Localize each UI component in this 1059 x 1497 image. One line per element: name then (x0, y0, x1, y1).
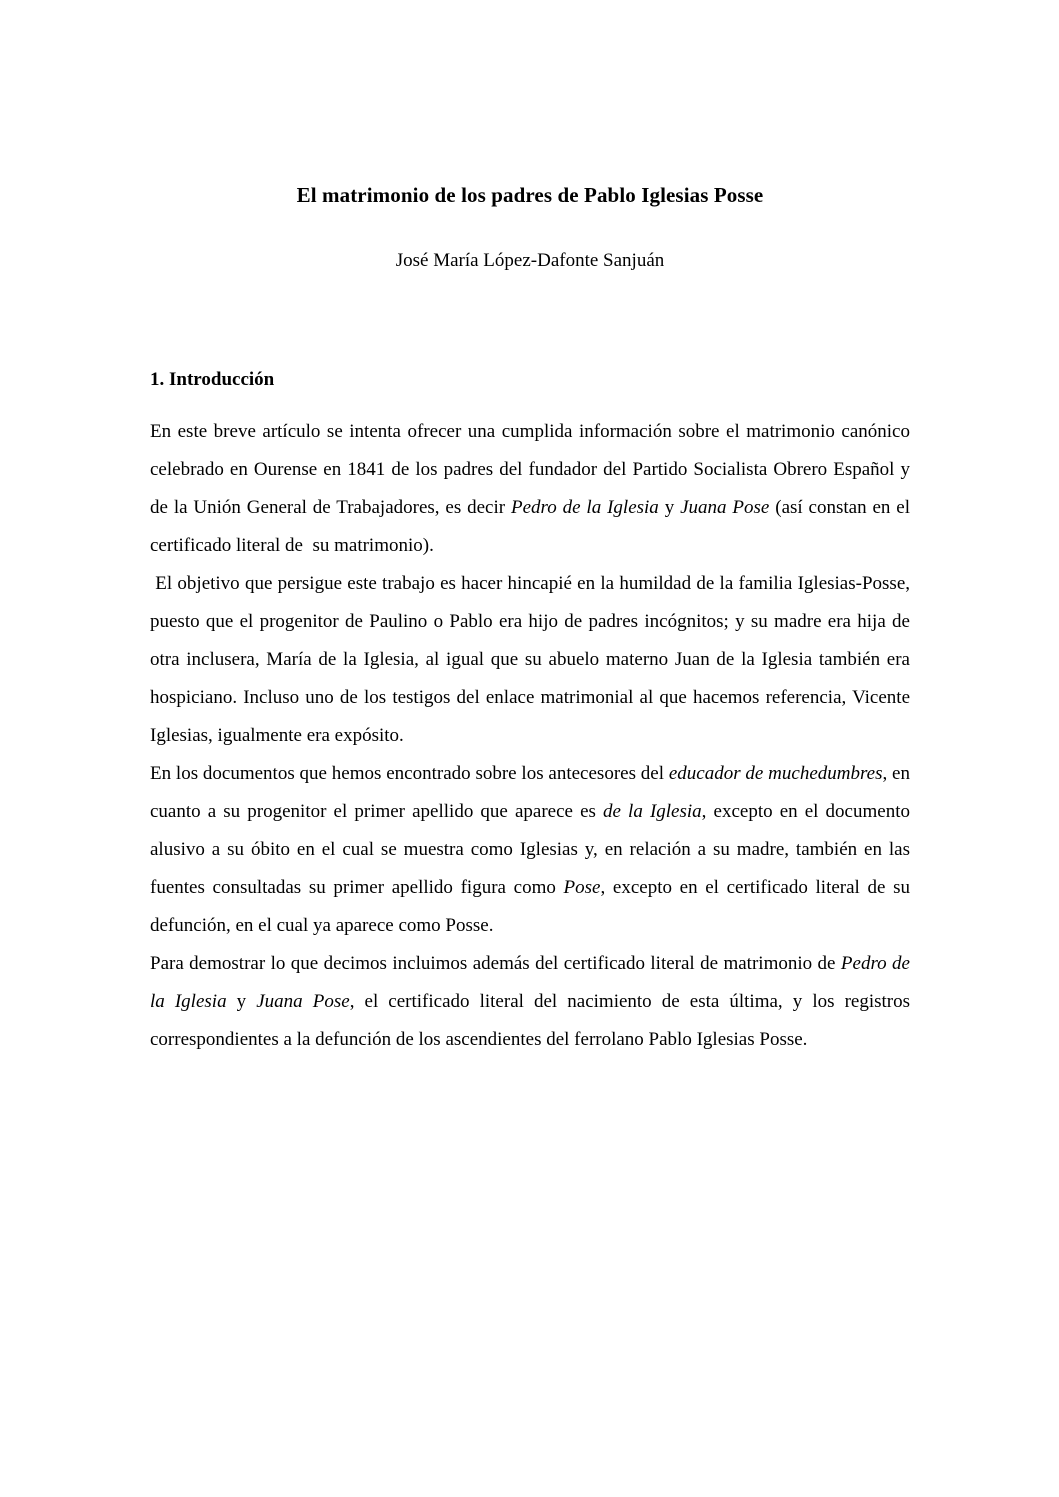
document-content-column (150, 0, 915, 1059)
text-run: y (658, 497, 681, 518)
italic-text-run: Juana Pose (256, 991, 350, 1012)
paragraph (150, 945, 915, 1059)
paragraph (150, 565, 915, 755)
text-run: (así constan en el certificado literal de su matrimonio). (150, 497, 915, 556)
text-run: En los documentos que hemos encontrado sobre los antecesores del (150, 763, 669, 784)
body-text-block (150, 393, 915, 1059)
text-run: , excepto en el documento alusivo a su óbito en el cual se muestra como Iglesias y, en relación a su madre, también en las fuentes consultadas su primer apellido figura como (150, 801, 915, 898)
italic-text-run: Juana Pose (680, 497, 770, 518)
author-byline: José María López-Dafonte Sanjuán (395, 250, 665, 271)
page-title: El matrimonio de los padres de Pablo Iglesias Posse (296, 183, 764, 207)
paragraph (150, 755, 915, 945)
italic-text-run: Pose (563, 877, 601, 898)
text-run: El objetivo que persigue este trabajo es hacer hincapié en la humildad de la familia Iglesias-Posse, puesto que el progenitor de Paulino o Pablo era hijo de padres incógnitos; y su madre era hija de otra inclusera, María de la Iglesia, al igual que su abuelo materno Juan de la Iglesia también era hospiciano. Incluso uno de los testigos del enlace matrimonial al que hacemos referencia, Vicente Iglesias, igualmente era expósito. (150, 573, 915, 746)
italic-text-run: Pedro de la Iglesia (511, 497, 659, 518)
italic-text-run: de la Iglesia (603, 801, 702, 822)
paragraph (150, 413, 915, 565)
text-run: , el certificado literal del nacimiento de esta última, y los registros correspondientes a la defunción de los ascendientes del ferrolano Pablo Iglesias Posse. (150, 991, 915, 1050)
text-run: En este breve artículo se intenta ofrecer una cumplida información sobre el matrimonio canónico celebrado en Ourense en 1841 de los padres del fundador del Partido Socialista Obrero Español y de la Unión General de Trabajadores, es decir (150, 421, 915, 518)
text-run: , excepto en el certificado literal de su defunción, en el cual ya aparece como Posse. (150, 877, 915, 936)
italic-text-run: educador de muchedumbres (668, 763, 883, 784)
italic-text-run: Pedro de la Iglesia (150, 953, 915, 1012)
text-run: y (226, 991, 257, 1012)
text-run: , en cuanto a su progenitor el primer apellido que aparece es (150, 763, 915, 822)
section-heading-introduccion: 1. Introducción (150, 369, 275, 390)
text-run: Para demostrar lo que decimos incluimos además del certificado literal de matrimonio de (150, 953, 841, 974)
